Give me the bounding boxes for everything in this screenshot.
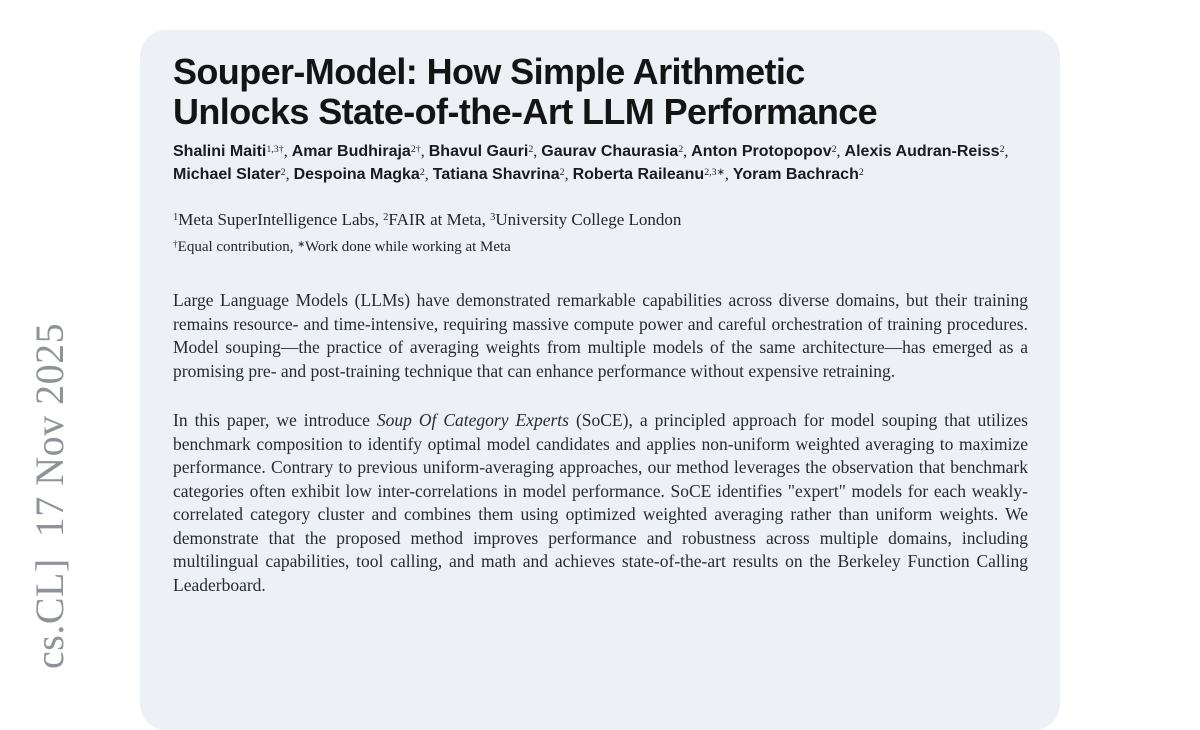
affiliation-entry (173, 210, 383, 229)
author-separator: , (724, 166, 733, 183)
author-list (173, 141, 1028, 187)
author-superscript: 2 (280, 166, 286, 178)
author-separator: , (283, 143, 292, 160)
affiliation-text: FAIR at Meta, (388, 210, 491, 229)
footnote-entry (173, 239, 297, 255)
author-name: Yoram Bachrach (732, 166, 859, 183)
abstract-paragraph-2 (173, 409, 1028, 597)
footnote-text: Equal contribution, (177, 239, 298, 255)
author-separator: , (564, 166, 573, 183)
author-entry (294, 166, 433, 183)
author-name: Bhavul Gauri (428, 143, 529, 160)
author-superscript: 1,3† (266, 143, 284, 155)
abstract-p2-body: (SoCE), a principled approach for model souping that utilizes benchmark composition to identify optimal model candidates and applies non-uniform weighted averaging to maximize performance. Contrary to previous uniform-averaging approaches, our method leverages the observation that benchmark categories often exhibit low inter-correlations in model performance. SoCE identifies "expert" models for each weakly-correlated category cluster and combines them using optimized weighted averaging rather than uniform weights. We demonstrate that the proposed method improves performance and robustness across multiple domains, including multilingual capabilities, tool calling, and math and achieves state-of-the-art results on the Berkeley Function Calling Leaderboard. (173, 410, 1028, 595)
author-entry (845, 143, 1009, 160)
author-entry (733, 166, 864, 183)
abstract-p2-lead: In this paper, we introduce (173, 410, 377, 430)
author-superscript: 2 (831, 143, 837, 155)
author-name: Amar Budhiraja (291, 143, 411, 160)
author-entry (573, 166, 733, 183)
author-superscript: 2 (419, 166, 425, 178)
author-superscript: 2 (559, 166, 565, 178)
affiliation-text: Meta SuperIntelligence Labs, (178, 210, 384, 229)
author-superscript: 2† (410, 143, 421, 155)
author-separator: , (420, 143, 429, 160)
abstract-block (173, 289, 1028, 597)
author-entry (541, 143, 691, 160)
author-separator: , (836, 143, 845, 160)
author-entry (433, 166, 573, 183)
author-separator: , (285, 166, 294, 183)
footnote-text: Work done while working at Meta (305, 239, 511, 255)
footnotes-line (173, 235, 1028, 261)
affiliation-text: University College London (495, 210, 682, 229)
author-name: Gaurav Chaurasia (541, 143, 679, 160)
author-superscript: 2 (999, 143, 1005, 155)
affiliation-superscript: 3 (490, 212, 496, 224)
author-superscript: 2,3∗ (704, 166, 725, 178)
author-entry (292, 143, 429, 160)
footnote-superscript: ∗ (297, 239, 306, 250)
arxiv-watermark: cs.CL] 17 Nov 2025 (27, 322, 72, 669)
author-name: Roberta Raileanu (572, 166, 705, 183)
author-entry (173, 166, 294, 183)
author-separator: , (1004, 143, 1009, 160)
author-name: Anton Protopopov (691, 143, 832, 160)
author-entry (691, 143, 844, 160)
author-superscript: 2 (858, 166, 864, 178)
author-separator: , (533, 143, 542, 160)
paper-content (140, 30, 1060, 597)
author-name: Shalini Maiti (173, 143, 267, 160)
soce-method-name: Soup Of Category Experts (376, 410, 569, 430)
paper-title-line-2: Unlocks State-of-the-Art LLM Performance (173, 91, 878, 132)
footnote-superscript: † (173, 239, 178, 250)
abstract-paragraph-1: Large Language Models (LLMs) have demonstrated remarkable capabilities across diverse domains, but their training remains resource- and time-intensive, requiring massive compute power and careful orchestration of training procedures. Model souping—the practice of averaging weights from multiple models of the same architecture—has emerged as a promising pre- and post-training technique that can enhance performance without expensive retraining. (173, 290, 1028, 381)
author-name: Michael Slater (173, 166, 281, 183)
author-separator: , (683, 143, 692, 160)
author-superscript: 2 (678, 143, 684, 155)
author-separator: , (424, 166, 433, 183)
paper-title-line-1: Souper-Model: How Simple Arithmetic (173, 51, 805, 92)
author-superscript: 2 (528, 143, 534, 155)
author-entry (429, 143, 542, 160)
affiliation-entry (383, 210, 490, 229)
paper-card (140, 30, 1060, 730)
footnote-entry (297, 239, 511, 255)
author-name: Alexis Audran-Reiss (844, 143, 1000, 160)
affiliation-entry (490, 210, 681, 229)
author-name: Tatiana Shavrina (432, 166, 560, 183)
paper-title (173, 52, 1028, 132)
author-entry (173, 143, 292, 160)
affiliation-superscript: 2 (383, 212, 389, 224)
affiliations-line (173, 207, 1028, 235)
affiliation-superscript: 1 (173, 212, 179, 224)
author-name: Despoina Magka (293, 166, 420, 183)
